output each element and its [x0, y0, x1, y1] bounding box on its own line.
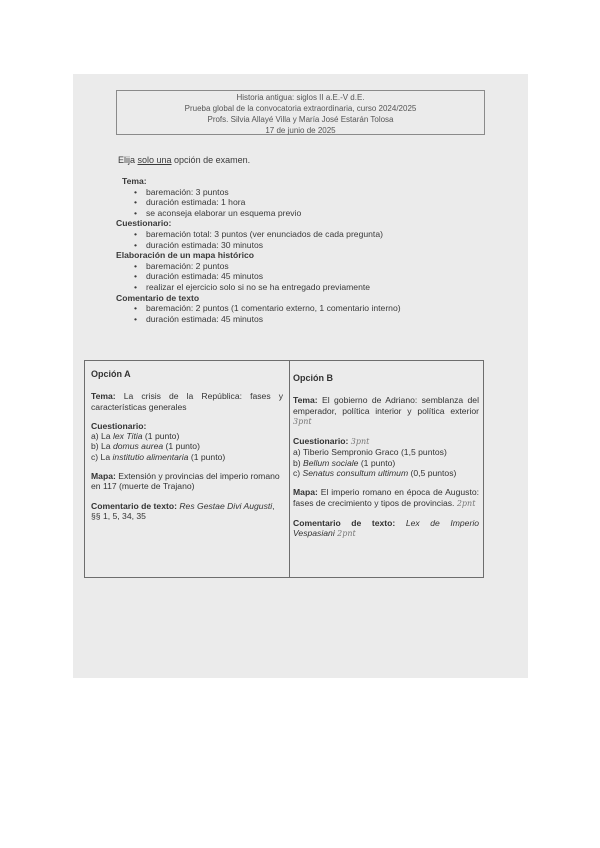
mapa-text: El imperio romano en época de Augusto: fases de crecimiento y tipos de provincias.: [293, 487, 479, 508]
header-professors: Profs. Silvia Allayé Villa y María José Estarán Tolosa: [207, 115, 394, 124]
option-b-mapa: [293, 487, 479, 509]
intro-pre: Elija: [118, 155, 138, 165]
option-b-cuestionario: [293, 436, 479, 478]
cuestionario-label: Cuestionario:: [91, 420, 147, 431]
comentario-label: Comentario de texto:: [91, 500, 177, 511]
list-item: • realizar el ejercicio solo si no se ha entregado previamente: [146, 282, 476, 293]
comentario-source: Res Gestae Divi Augusti: [176, 500, 273, 511]
option-a-column: [91, 369, 283, 521]
list-item: • baremación total: 3 puntos (ver enunciados de cada pregunta): [146, 229, 476, 240]
question-item: b) Bellum sociale (1 punto): [293, 457, 396, 468]
option-b-tema: [293, 395, 479, 427]
section-title: Tema:: [122, 176, 147, 186]
question-item: a) Tiberio Sempronio Graco (1,5 puntos): [293, 447, 447, 458]
instructions: [118, 155, 250, 165]
option-a-tema: [91, 391, 283, 412]
list-item: • baremación: 2 puntos (1 comentario externo, 1 comentario interno): [146, 303, 476, 314]
exam-header: [116, 90, 485, 135]
option-a-title: Opción A: [91, 369, 131, 379]
intro-emphasis: solo una: [137, 155, 172, 165]
handwritten-note: 2pnt: [456, 498, 476, 508]
mapa-label: Mapa:: [91, 471, 116, 482]
tema-label: Tema:: [91, 391, 116, 402]
list-item: • duración estimada: 30 minutos: [146, 240, 476, 251]
column-divider: [289, 361, 290, 577]
question-item: c) La institutio alimentaria (1 punto): [91, 451, 226, 462]
mapa-text: Extensión y provincias del imperio romano en 117 (muerte de Trajano): [91, 471, 280, 492]
question-item: c) Senatus consultum ultimum (0,5 puntos): [293, 468, 457, 479]
tema-label: Tema:: [293, 395, 318, 406]
section-title: Comentario de texto: [116, 292, 200, 303]
mapa-label: Mapa:: [293, 487, 318, 498]
handwritten-note: 3pnt: [293, 416, 312, 426]
option-b-column: [293, 373, 479, 540]
tema-text: El gobierno de Adriano: semblanza del emperador, política interior y política exterior: [293, 395, 479, 416]
header-exam: Prueba global de la convocatoria extraordinaria, curso 2024/2025: [184, 104, 417, 113]
section-guidelines: [116, 176, 476, 324]
list-item: • duración estimada: 1 hora: [146, 197, 476, 208]
section-title: Cuestionario:: [116, 218, 172, 229]
intro-post: opción de examen.: [171, 155, 251, 165]
comentario-source: Lex de Imperio Vespasiani: [293, 517, 480, 539]
list-item: • duración estimada: 45 minutos: [146, 314, 476, 325]
option-a-cuestionario: [91, 421, 283, 462]
comentario-label: Comentario de texto:: [293, 517, 396, 528]
option-b-comentario: [293, 518, 479, 540]
list-item: • baremación: 2 puntos: [146, 261, 476, 272]
handwritten-note: 2pnt: [337, 529, 356, 539]
option-a-mapa: [91, 471, 283, 492]
option-a-comentario: [91, 501, 283, 522]
question-item: b) La domus aurea (1 punto): [91, 441, 200, 452]
handwritten-note: 3pnt: [350, 437, 370, 447]
cuestionario-label: Cuestionario:: [293, 436, 349, 447]
list-item: • baremación: 3 puntos: [146, 187, 476, 198]
option-b-title: Opción B: [293, 373, 333, 383]
list-item: • se aconseja elaborar un esquema previo: [146, 208, 476, 219]
section-title: Elaboración de un mapa histórico: [116, 250, 255, 261]
comentario-refs: , §§ 1, 5, 34, 35: [91, 500, 275, 521]
header-date: 17 de junio de 2025: [265, 126, 336, 135]
options-table: [84, 360, 484, 578]
list-item: • duración estimada: 45 minutos: [146, 271, 476, 282]
question-item: a) La lex Titia (1 punto): [91, 431, 180, 442]
tema-text: La crisis de la República: fases y características generales: [91, 391, 283, 412]
header-course: Historia antigua: siglos II a.E.-V d.E.: [236, 93, 365, 102]
